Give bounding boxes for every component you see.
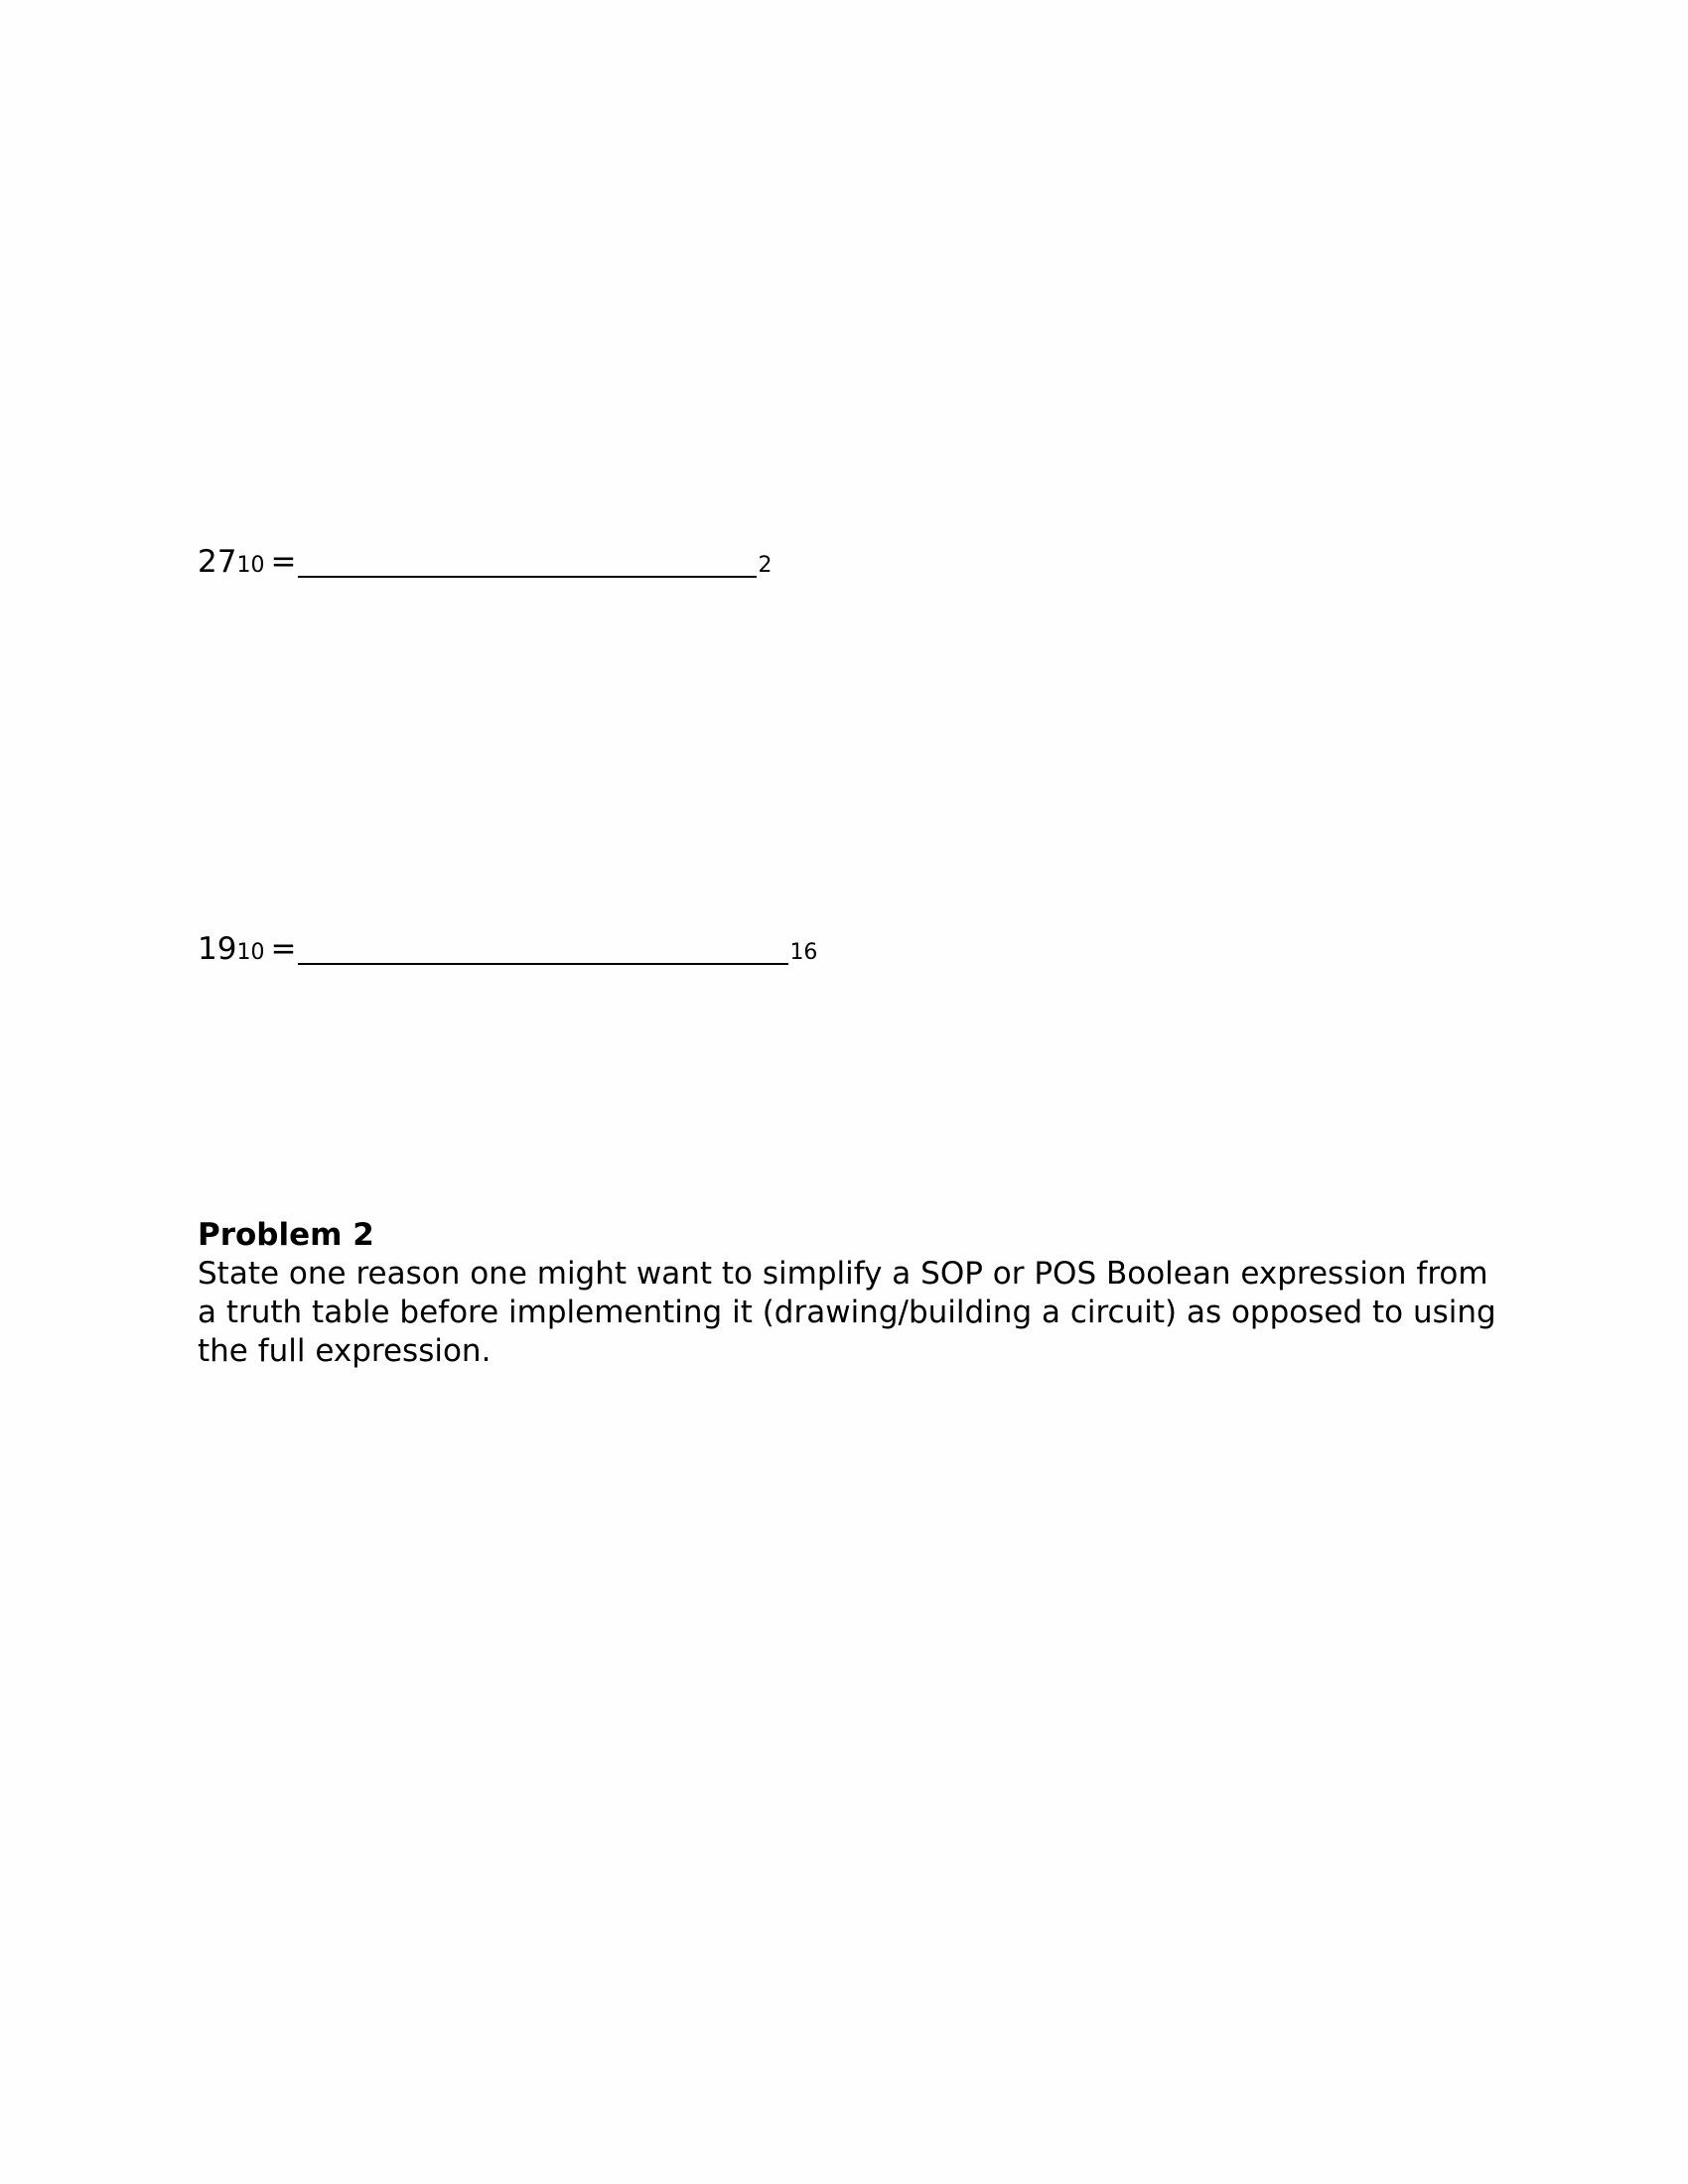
target-base-subscript: 16 (789, 940, 818, 965)
source-base-subscript: 10 (236, 553, 265, 578)
source-base-subscript: 10 (236, 940, 265, 965)
problem-heading: Problem 2 (198, 1217, 374, 1253)
conversion-question-2 (198, 933, 817, 965)
problem-prompt: State one reason one might want to simplify a SOP or POS Boolean expression from a truth table before implementing it (drawing/building a circuit) as opposed to using the full expression. (198, 1256, 1496, 1369)
equals-sign: = (270, 544, 297, 580)
decimal-number: 27 (198, 544, 237, 580)
answer-blank[interactable] (298, 933, 788, 965)
conversion-question-1 (198, 546, 772, 578)
answer-blank[interactable] (298, 546, 757, 578)
problem-2-section (198, 1216, 1498, 1371)
equals-sign: = (270, 931, 297, 967)
target-base-subscript: 2 (758, 553, 773, 578)
decimal-number: 19 (198, 931, 237, 967)
